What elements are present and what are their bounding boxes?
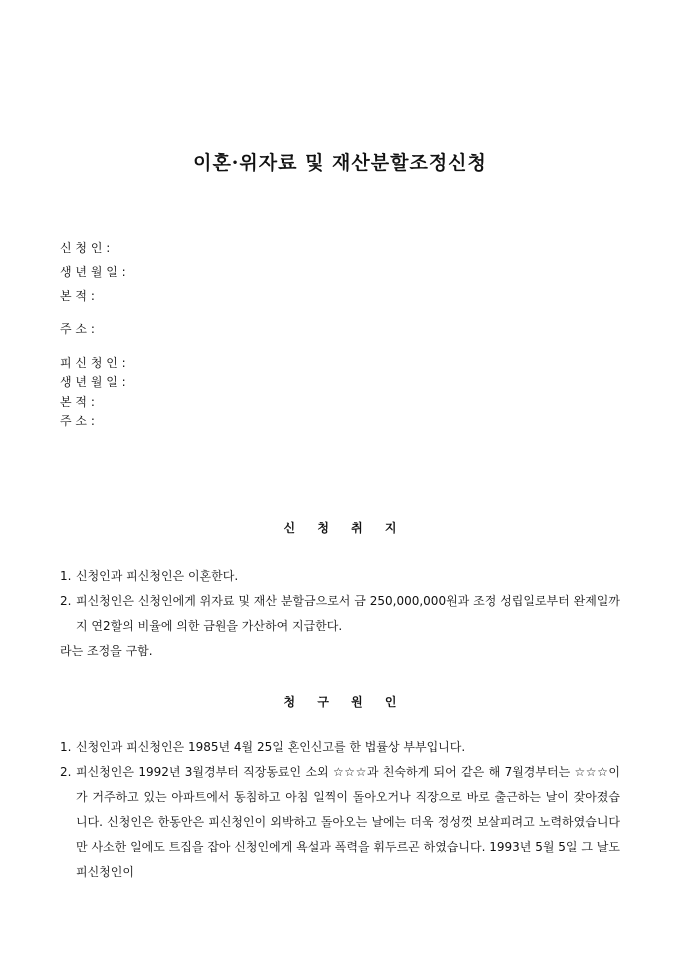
- cause-item-number: 1.: [60, 740, 72, 754]
- applicant-domicile-label: 본 적 :: [60, 289, 95, 303]
- applicant-address-label: 주 소 :: [60, 322, 95, 336]
- purpose-list: [60, 564, 620, 664]
- applicant-birth-label: 생 년 월 일 :: [60, 265, 126, 279]
- document-title: 이혼·위자료 및 재산분할조정신청: [193, 152, 487, 174]
- cause-list: [60, 735, 620, 885]
- purpose-item-text: 피신청인은 신청인에게 위자료 및 재산 분할금으로서 금 250,000,000원과 조정 성립일로부터 완제일까지 연2할의 비율에 의한 금원을 가산하여 지급한다.: [76, 594, 620, 633]
- purpose-item: [60, 589, 620, 639]
- cause-item: [60, 735, 620, 760]
- purpose-closing: 라는 조정을 구함.: [60, 644, 153, 658]
- purpose-heading: 신 청 취 지: [283, 521, 397, 535]
- respondent-name-label: 피 신 청 인 :: [60, 356, 126, 370]
- purpose-item-text: 신청인과 피신청인은 이혼한다.: [76, 569, 239, 583]
- cause-item: [60, 760, 620, 885]
- cause-item-text: 피신청인은 1992년 3월경부터 직장동료인 소외 ☆☆☆과 친숙하게 되어 같은 해 7월경부터는 ☆☆☆이가 거주하고 있는 아파트에서 동침하고 아침 일찍이 돌아오거나 직장으로 바로 출근하는 날이 잦아졌습니다. 신청인은 한동안은 피신청인이 외박하고 돌아오는 날에는 더욱 정성껏 보살피려고 노력하였습니다만 사소한 일에도 트집을 잡아 신청인에게 욕설과 폭력을 휘두르곤 하였습니다. 1993년 5월 5일 그 날도 피신청인이: [76, 765, 620, 879]
- purpose-item-number: 2.: [60, 594, 72, 608]
- cause-heading: 청 구 원 인: [283, 695, 397, 709]
- purpose-item: [60, 564, 620, 589]
- applicant-name-label: 신 청 인 :: [60, 241, 111, 255]
- respondent-domicile-label: 본 적 :: [60, 395, 95, 409]
- respondent-birth-label: 생 년 월 일 :: [60, 375, 126, 389]
- purpose-item-number: 1.: [60, 569, 72, 583]
- cause-item-number: 2.: [60, 765, 72, 779]
- cause-item-text: 신청인과 피신청인은 1985년 4월 25일 혼인신고를 한 법률상 부부입니다.: [76, 740, 466, 754]
- respondent-address-label: 주 소 :: [60, 414, 95, 428]
